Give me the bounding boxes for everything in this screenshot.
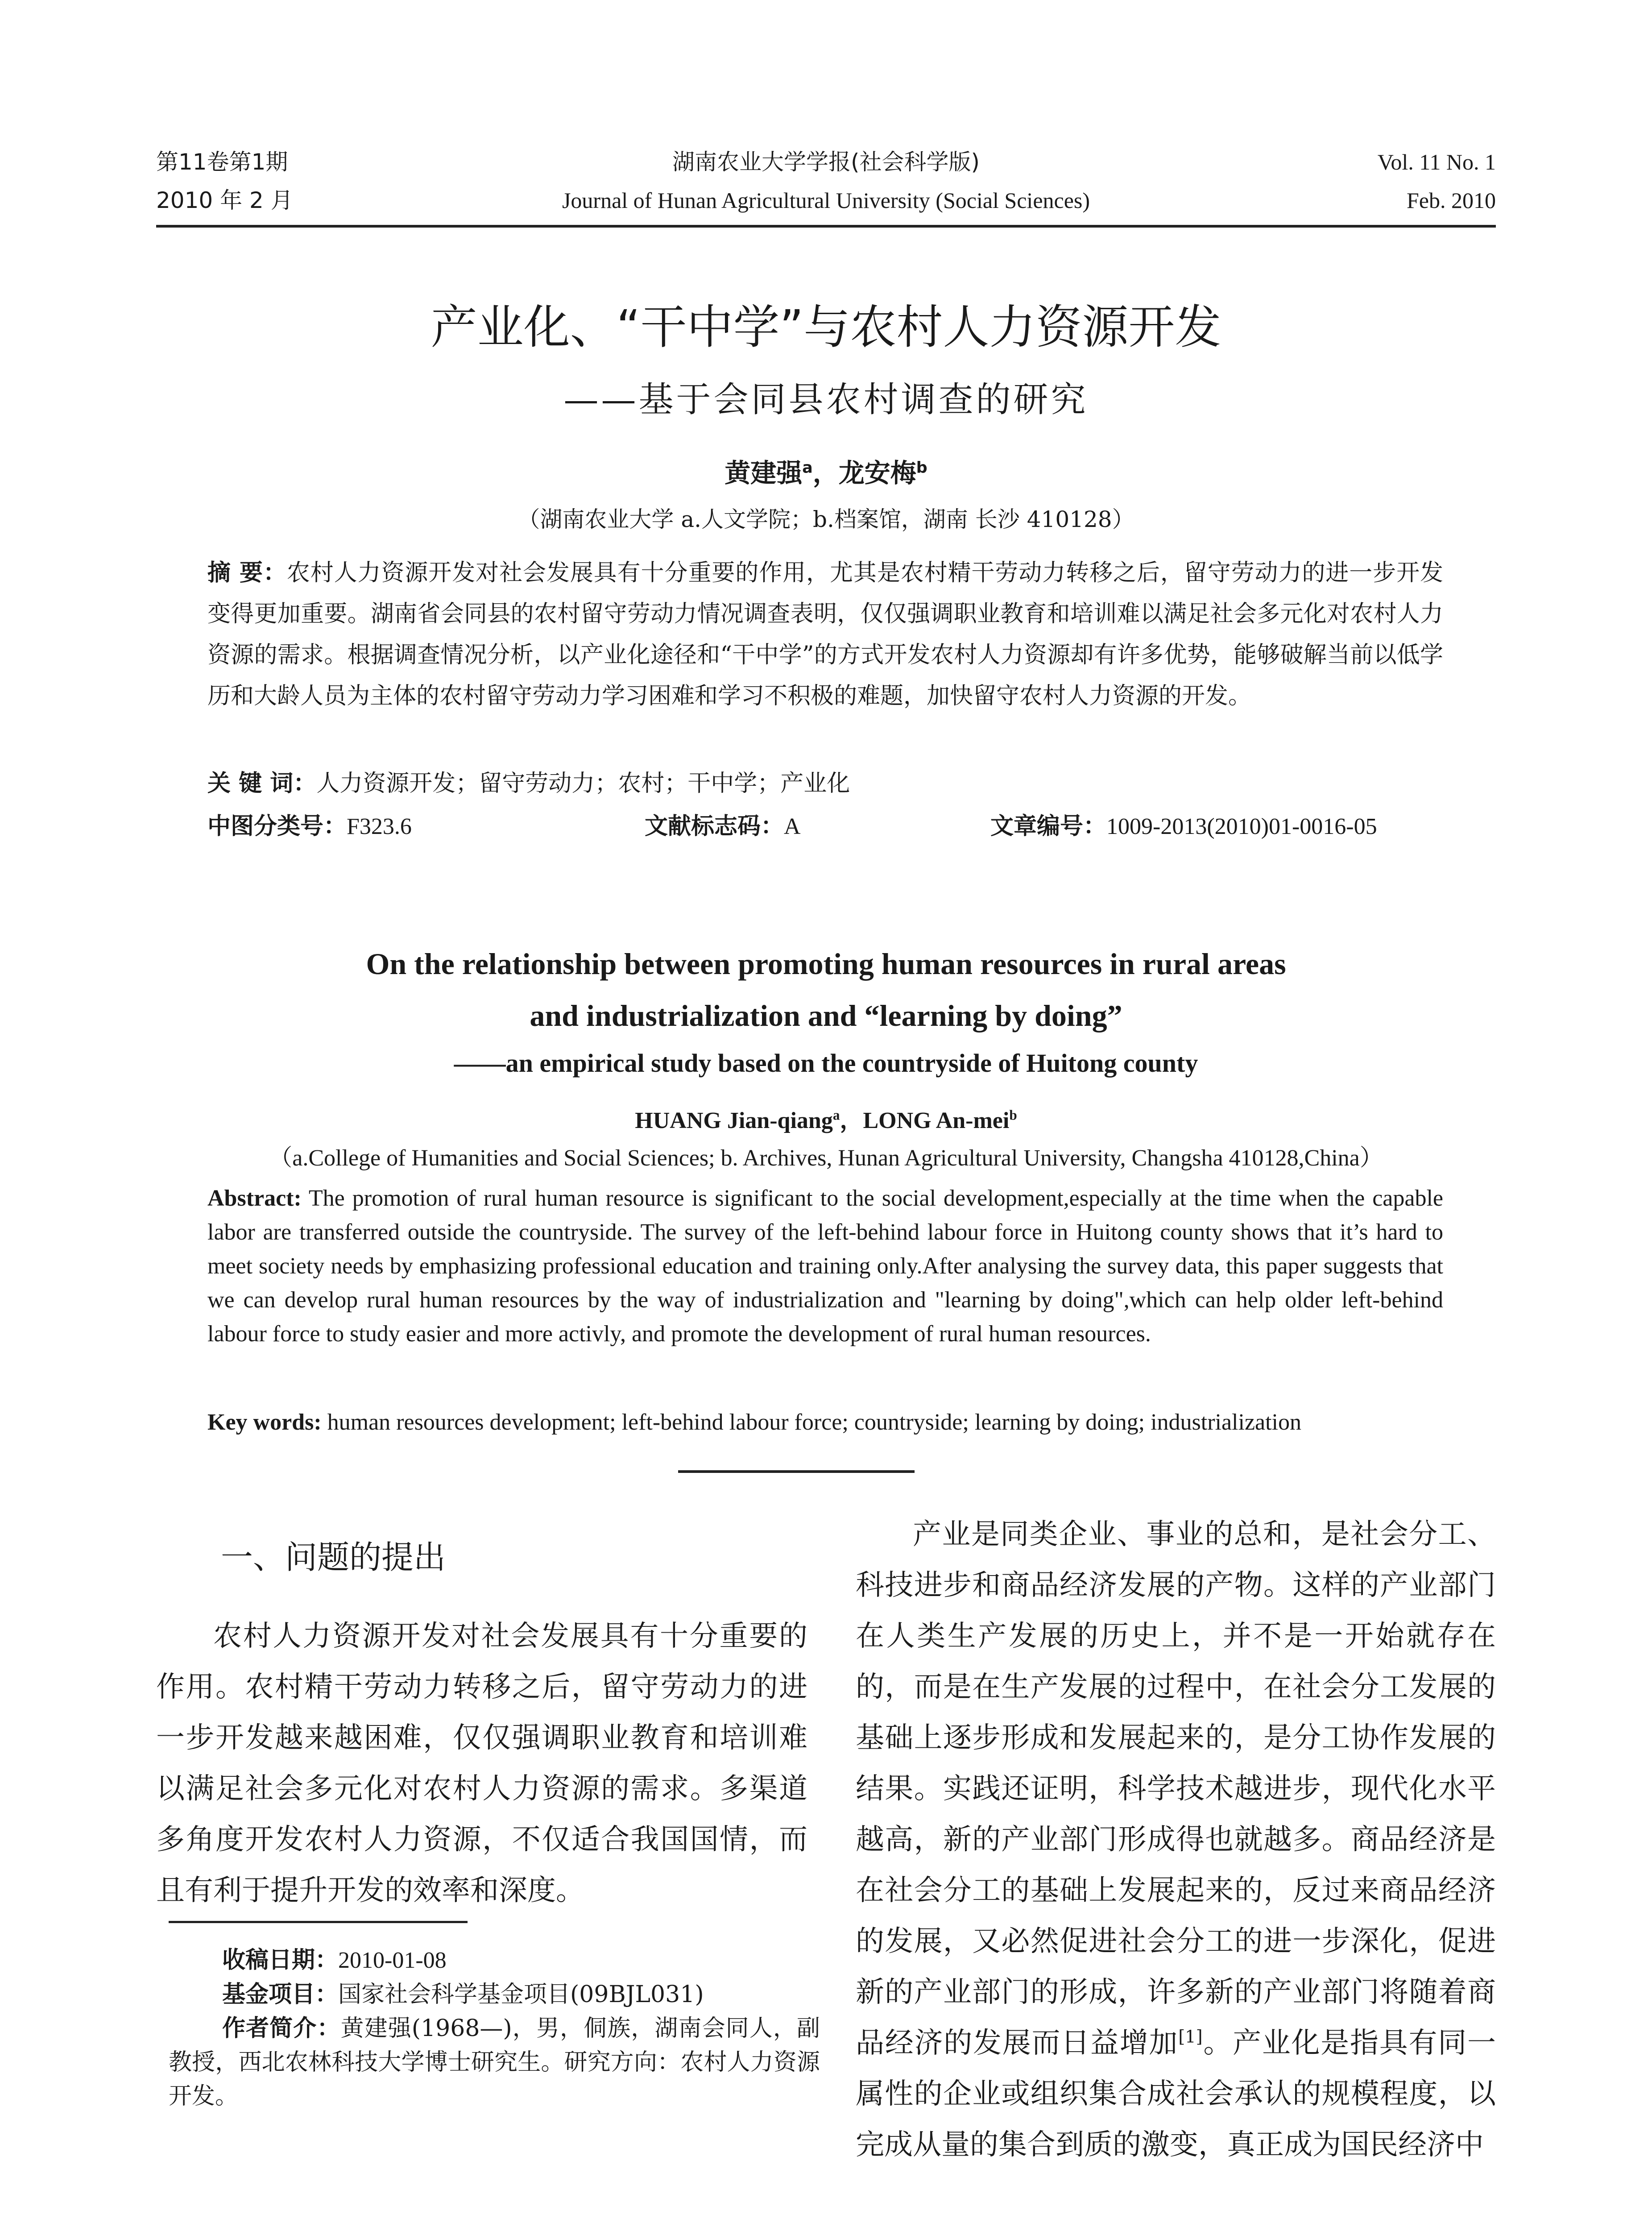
- author-name: 黄建强: [725, 458, 803, 488]
- volume-issue-cn: 第11卷第1期: [156, 149, 288, 175]
- author-info-text: 黄建强(1968—)，男，侗族，湖南会同人，副教授，西北农林科技大学博士研究生。研究方向：农村人力资源开发。: [169, 2015, 820, 2110]
- keywords-label-en: Key words:: [207, 1410, 322, 1435]
- article-no-field: [990, 806, 1377, 847]
- journal-title-cn: 湖南农业大学学报(社会科学版): [672, 149, 980, 175]
- doc-code-value: A: [784, 814, 801, 839]
- abstract-text-cn: 农村人力资源开发对社会发展具有十分重要的作用，尤其是农村精干劳动力转移之后，留守劳动力的进一步开发变得更加重要。湖南省会同县的农村留守劳动力情况调查表明，仅仅强调职业教育和培训难以满足社会多元化对农村人力资源的需求。根据调查情况分析，以产业化途径和“干中学”的方式开发农村人力资源却有许多优势，能够破解当前以低学历和大龄人员为主体的农村留守劳动力学习困难和学习不积极的难题，加快留守农村人力资源的开发。: [207, 560, 1443, 709]
- affiliation-mark: a: [802, 459, 813, 477]
- keywords-cn: [207, 763, 1443, 804]
- doc-code-label: 文献标志码：: [645, 813, 784, 840]
- author-info-label: 作者简介：: [222, 2015, 341, 2042]
- clc-field: [207, 806, 412, 847]
- abstract-divider: [678, 1470, 915, 1473]
- citation-ref: [1]: [1178, 2027, 1203, 2047]
- affiliation-cn: （湖南农业大学 a.人文学院；b.档案馆，湖南 长沙 410128）: [518, 506, 1134, 532]
- fund-label: 基金项目：: [222, 1981, 339, 2008]
- body-paragraph: 农村人力资源开发对社会发展具有十分重要的作用。农村精干劳动力转移之后，留守劳动力的进一步开发越来越困难，仅仅强调职业教育和培训难以满足社会多元化对农村人力资源的需求。多渠道多角度开发农村人力资源，不仅适合我国国情，而且有利于提升开发的效率和深度。: [156, 1620, 807, 1907]
- author-separator: ，: [812, 458, 839, 488]
- affiliation-mark: a: [832, 1107, 840, 1123]
- footnote-rule: [169, 1921, 468, 1923]
- right-column: [856, 1509, 1496, 2170]
- abstract-label-en: Abstract:: [207, 1186, 302, 1211]
- volume-issue-en: Vol. 11 No. 1: [1377, 149, 1496, 174]
- article-title-en-line1: On the relationship between promoting human resources in rural areas: [366, 947, 1286, 981]
- abstract-en: [207, 1182, 1443, 1351]
- keywords-label-cn: 关 键 词：: [207, 770, 317, 797]
- left-column: [156, 1611, 807, 1916]
- clc-value: F323.6: [347, 814, 412, 839]
- article-subtitle-cn: ——基于会同县农村调查的研究: [563, 380, 1089, 420]
- authors-en: [0, 1104, 1652, 1138]
- doc-code-field: [645, 806, 801, 847]
- article-title-cn: 产业化、“干中学”与农村人力资源开发: [431, 300, 1221, 354]
- affiliation-mark: b: [1009, 1107, 1017, 1123]
- article-no-label: 文章编号：: [990, 813, 1107, 840]
- footnotes: [169, 1943, 820, 2113]
- abstract-text-en: The promotion of rural human resource is significant to the social development,especially at the time when the capable labor are transferred outside the countryside. The survey of the left-behind labour force in Huitong county shows that it’s hard to meet society needs by emphasizing professional education and training only.After analysing the survey data, this paper suggests that we can develop rural human resources by the way of industrialization and "learning by doing",which can help older left-behind labour force to study easier and more activly, and promote the development of rural human resources.: [207, 1186, 1443, 1347]
- keywords-en: [207, 1406, 1443, 1439]
- authors-cn: [0, 455, 1652, 491]
- abstract-label-cn: 摘 要：: [207, 560, 287, 586]
- author-separator: ，: [840, 1108, 863, 1133]
- header-rule: [156, 225, 1496, 228]
- article-no-value: 1009-2013(2010)01-0016-05: [1106, 814, 1377, 839]
- paragraph-text: 产业是同类企业、事业的总和，是社会分工、科技进步和商品经济发展的产物。这样的产业部门在人类生产发展的历史上，并不是一开始就存在的，而是在生产发展的过程中，在社会分工发展的基础上逐步形成和发展起来的，是分工协作发展的结果。实践还证明，科学技术越进步，现代化水平越高，新的产业部门形成得也就越多。商品经济是在社会分工的基础上发展起来的，反过来商品经济的发展，又必然促进社会分工的进一步深化，促进新的产业部门的形成，许多新的产业部门将随着商品经济的发展而日益增加: [856, 1518, 1496, 2060]
- paragraph-text: 。产业化是指具有同一属性的企业或组织集合成社会承认的规模程度，以完成从量的集合到质的激变，真正成为国民经济中: [856, 2027, 1496, 2161]
- abstract-cn: [207, 552, 1443, 717]
- section-heading: 一、问题的提出: [221, 1538, 446, 1576]
- author-name: LONG An-mei: [863, 1108, 1010, 1133]
- article-title-en-line2: and industrialization and “learning by doing”: [530, 999, 1122, 1033]
- keywords-text-en: human resources development; left-behind labour force; countryside; learning by doing; industrialization: [321, 1410, 1302, 1435]
- fund-text: 国家社会科学基金项目(09BJL031): [338, 1981, 704, 2008]
- footnote-received: [169, 1943, 820, 1978]
- article-subtitle-en: ——an empirical study based on the countryside of Huitong county: [454, 1049, 1198, 1078]
- keywords-text-cn: 人力资源开发；留守劳动力；农村；干中学；产业化: [316, 770, 850, 797]
- author-name: HUANG Jian-qiang: [635, 1108, 833, 1133]
- clc-label: 中图分类号：: [207, 813, 347, 840]
- journal-title-en: Journal of Hunan Agricultural University (Social Sciences): [562, 188, 1090, 213]
- affiliation-en: （a.College of Humanities and Social Sciences; b. Archives, Hunan Agricultural University, Changsha 410128,China）: [269, 1145, 1383, 1171]
- footnote-author: [169, 2011, 820, 2113]
- received-date: 2010-01-08: [338, 1948, 447, 1973]
- affiliation-mark: b: [916, 459, 927, 477]
- date-en: Feb. 2010: [1407, 188, 1496, 213]
- received-label: 收稿日期：: [222, 1947, 339, 1974]
- author-name: 龙安梅: [838, 458, 916, 488]
- date-cn: 2010 年 2 月: [156, 187, 293, 213]
- footnote-fund: [169, 1978, 820, 2011]
- body-paragraph: [856, 1509, 1496, 2170]
